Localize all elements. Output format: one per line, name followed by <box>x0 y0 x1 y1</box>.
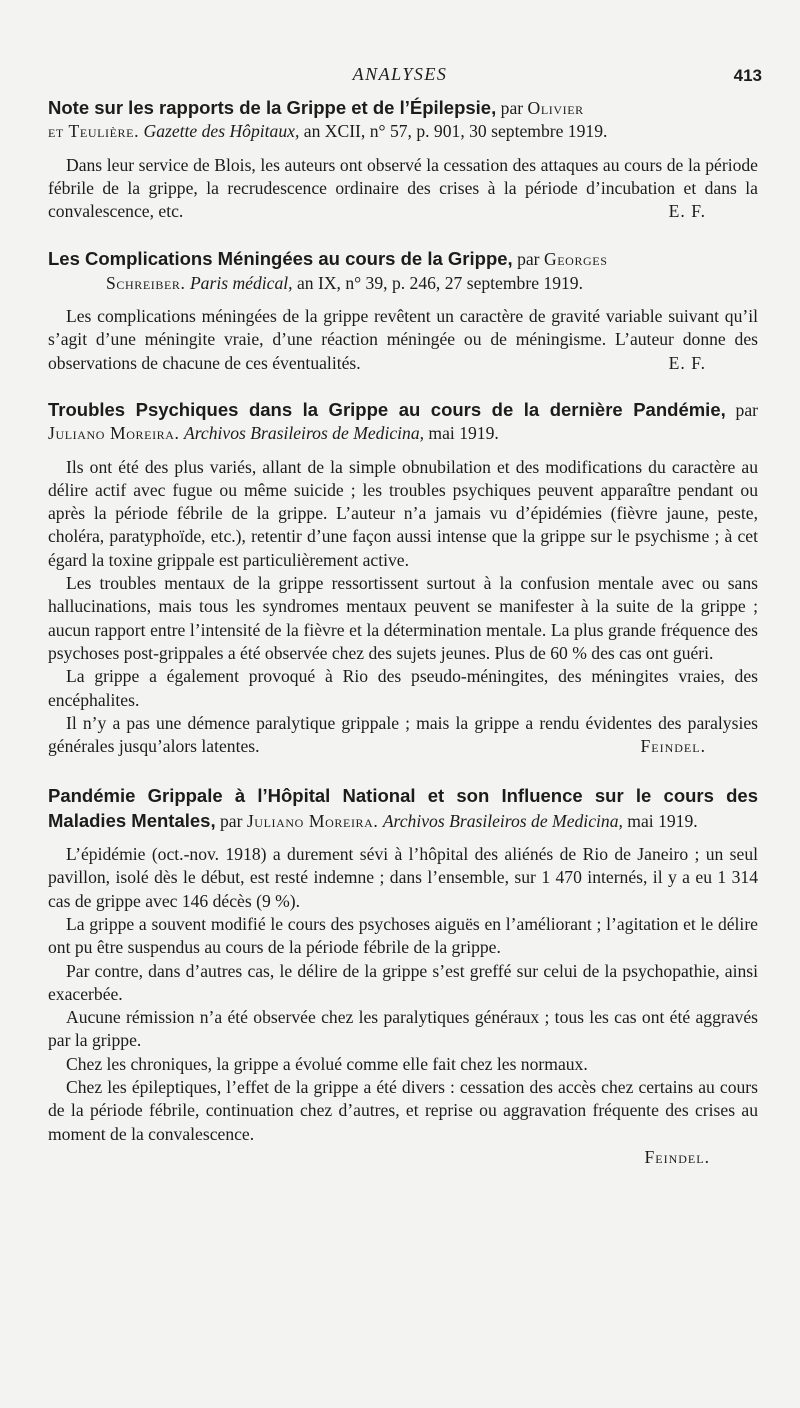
citation-details: mai 1919. <box>424 423 499 444</box>
article-paragraph <box>48 154 758 224</box>
paragraph-text: Les complications méningées de la grippe revêtent un caractère de gravité variable suivant qu’il s’agit d’une méningite vraie, d’une réaction méningée ou de méningisme. L’auteur donne des observations de chacune de ces éventualités. <box>48 306 758 373</box>
article-paragraph: Chez les chroniques, la grippe a évolué comme elle fait chez les normaux. <box>66 1053 588 1074</box>
article-paragraph <box>48 305 758 375</box>
article-paragraph: Aucune rémission n’a été observée chez les paralytiques généraux ; tous les cas ont été aggravés par la grippe. <box>48 1007 758 1051</box>
article-title: Note sur les rapports de la Grippe et de l’Épilepsie, <box>48 97 497 118</box>
article-troubles-psychiques <box>48 398 758 758</box>
article-heading <box>48 784 758 833</box>
reviewer-signature: Feindel. <box>644 1146 710 1167</box>
article-paragraph: L’épidémie (oct.-nov. 1918) a durement sévi à l’hôpital des aliénés de Rio de Janeiro ; un seul pavillon, isolé dès le début, est resté indemne ; dans l’ensemble, sur 1 470 internés, il y a eu 1 314 cas de grippe avec 146 décès (9 %). <box>48 844 758 911</box>
article-paragraph: Les troubles mentaux de la grippe ressortissent surtout à la confusion mentale avec ou sans hallucinations, mais tous les syndromes mentaux peuvent se manifester à la suite de la grippe ; aucun rapport entre l’intensité de la fièvre et la détermination mentale. La plus grande fréquence des psychoses post-grippales a été observée chez des sujets jeunes. Plus de 60 % des cas ont guéri. <box>48 573 758 663</box>
by-word: par <box>512 249 544 270</box>
article-paragraph: La grippe a également provoqué à Rio des pseudo-méningites, des méningites vraies, des encéphalites. <box>48 666 758 710</box>
reviewer-signature: E. F. <box>668 201 706 222</box>
article-paragraph: Chez les épileptiques, l’effet de la grippe a été divers : cessation des accès chez certains au cours de la période fébrile, continuation chez d’autres, et reprise ou aggravation fréquente des crises au moment de la convalescence. <box>48 1076 758 1144</box>
reviewer-signature: Feindel. <box>640 736 706 757</box>
article-title: Les Complications Méningées au cours de la Grippe, <box>48 248 513 270</box>
author-name: Olivier <box>527 98 584 118</box>
journal-source: Archivos Brasileiros de Medicina, <box>382 810 623 831</box>
citation-details: mai 1919. <box>622 810 698 831</box>
article-paragraph: Par contre, dans d’autres cas, le délire de la grippe s’est greffé sur celui de la psychopathie, ainsi exacerbée. <box>48 960 758 1004</box>
author-name: Juliano Moreira. <box>246 810 379 831</box>
author-name: Georges <box>543 249 608 270</box>
article-heading <box>48 398 758 446</box>
page-number: 413 <box>733 66 762 85</box>
article-heading <box>48 96 758 144</box>
journal-source: Archivos Brasileiros de Medicina, <box>183 423 425 444</box>
author-name: Schreiber. <box>106 272 186 293</box>
article-meningees <box>48 247 758 374</box>
citation-details: an IX, n° 39, p. 246, 27 septembre 1919. <box>292 272 584 293</box>
paragraph-text: Il n’y a pas une démence paralytique grippale ; mais la grippe a rendu évidentes des paralysies générales jusqu’alors latentes. <box>48 712 758 757</box>
journal-source: Gazette des Hôpitaux, <box>143 121 300 142</box>
article-paragraph <box>48 712 758 759</box>
paragraph-text: Dans leur service de Blois, les auteurs ont observé la cessation des attaques au cours de la période fébrile de la grippe, la recrudescence ordinaire des crises à la période d’incubation et dans la convalescence, etc. <box>48 154 758 222</box>
article-title: Troubles Psychiques dans la Grippe au cours de la dernière Pandémie, <box>48 398 726 420</box>
by-word: par <box>725 399 758 420</box>
journal-source: Paris médical, <box>189 272 293 293</box>
article-pandemie-hopital <box>48 784 758 1169</box>
article-paragraph: La grippe a souvent modifié le cours des psychoses aiguës en l’améliorant ; l’agitation et le délire ont pu être suspendus au cours de la période fébrile de la grippe. <box>48 913 758 958</box>
running-head <box>0 64 800 88</box>
author-name: et Teulière. <box>48 121 140 142</box>
article-title: Pandémie Grippale à l’Hôpital National et son Influence sur le cours des Maladies Mentales, <box>48 785 758 831</box>
running-head-title: ANALYSES <box>352 64 448 84</box>
article-epilepsie <box>48 96 758 223</box>
by-word: par <box>215 810 247 831</box>
citation-details: an XCII, n° 57, p. 901, 30 septembre 1919. <box>299 121 608 142</box>
page-body <box>48 96 758 1169</box>
reviewer-signature: E. F. <box>668 352 706 373</box>
article-paragraph: Ils ont été des plus variés, allant de la simple obnubilation et des modifications du caractère au délire actif avec fugue ou même suicide ; les troubles psychiques peuvent apparaître pendant ou après la période fébrile de la grippe. L’auteur n’a jamais vu d’épidémies (fièvre jaune, peste, choléra, paratyphoïde, etc.), retentir d’une façon aussi intense que la grippe sur le psychisme ; à cet égard la toxine grippale est particulièrement active. <box>48 456 758 570</box>
article-heading <box>48 247 758 295</box>
author-name: Juliano Moreira. <box>48 423 180 444</box>
by-word: par <box>496 98 528 118</box>
